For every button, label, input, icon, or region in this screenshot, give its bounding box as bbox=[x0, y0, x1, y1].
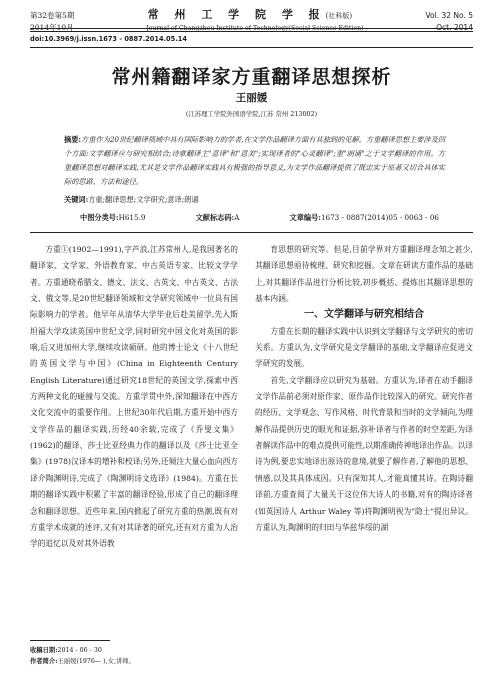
keywords bbox=[64, 195, 445, 205]
keywords-text: 方重;翻译思想;文学研究;意译;朗诵 bbox=[88, 195, 199, 204]
received-date: 收稿日期:2014 - 06 - 30 bbox=[30, 647, 102, 654]
keywords-label: 关键词: bbox=[64, 195, 89, 204]
section-heading: 一、文学翻译与研究相结合 bbox=[304, 309, 424, 321]
article-title: 常州籍翻译家方重翻译思想探析 bbox=[111, 66, 392, 88]
abstract-label: 摘要: bbox=[64, 135, 82, 144]
clc-number: 中图分类号:H615.9 bbox=[80, 213, 146, 222]
author-bio: 作者简介:王丽媛(1976— ),女,讲师。 bbox=[30, 658, 135, 665]
header-rule-thick bbox=[30, 28, 473, 29]
journal-name-cn: 常 州 工 学 院 学 报(社科版) bbox=[147, 8, 353, 21]
doi-rule bbox=[30, 47, 473, 48]
body-paragraph: 育思想的研究等。但是,目前学界对方重翻译理念知之甚少,其翻译思想亟待梳理、研究和挖掘。文章在研读方重作品的基础上,对其翻译作品进行分析比较,初步概括、提炼出其翻译思想的基本内涵。 bbox=[255, 245, 473, 304]
body-paragraph: 首先,文学翻译应以研究为基础。方重认为,译者在动手翻译文学作品前必须对原作家、原作品作比较深入的研究。研究作者的经历、文学观念、写作风格、时代背景和当时的文学倾向,为理解作品提供历史的眼光和证据,弥补译者与作者的时空差距,为译者解读作品中的难点提供可能性,以期准确传神地译出作品。以译诗为例,要忠实地译出原诗的意境,就要了解作者,了解他的思想、情感,以及其具体成因。只有深知其人,才能真懂其诗。在陶诗翻译前,方重查阅了大量关于这位伟大诗人的书籍,对有的陶诗译者(如英国诗人 Arthur Waley 等)将陶渊明视为"隐士"提出异议。方重认为,陶渊明的归田与华兹华绥的湖 bbox=[255, 375, 473, 532]
classification-line bbox=[80, 213, 439, 223]
body-paragraph: 方重在长期的翻译实践中认识到文学翻译与文学研究的密切关系。方重认为,文学研究是文学翻译的基础,文学翻译应促进文学研究的发展。 bbox=[255, 326, 473, 369]
article-number: 文章编号:1673 - 0887(2014)05 - 0063 - 06 bbox=[289, 213, 439, 222]
body-left-column bbox=[30, 242, 238, 553]
abstract bbox=[64, 133, 445, 189]
doi[interactable]: doi:10.3969/j.issn.1673 - 0887.2014.05.14 bbox=[30, 35, 187, 43]
footnote-rule bbox=[30, 640, 110, 641]
date-en: Oct. 2014 bbox=[436, 23, 473, 32]
document-code: 文献标志码:A bbox=[195, 213, 240, 222]
article-author: 王丽媛 bbox=[235, 92, 268, 104]
volume-issue-en: Vol. 32 No. 5 bbox=[425, 11, 473, 20]
body-paragraph: 方重①(1902—1991),字芦浪,江苏常州人,是我国著名的翻译家、文学家、外语教育家、中古英语专家、比较文学学者。方重通晓希腊文、德文、法文、古英文、中古英文、古法文、俄文等,是20世纪翻译领域和文学研究领域中一位具有国际影响力的学者。他早年从清华大学毕业后赴美留学,先入斯坦福大学攻读英国中世纪文学,同时研究中国文化对英国的影响,后又进加州大学,继续攻读硕研。他的博士论文《十八世纪的英国文学与中国》(China in Eighteenth Century English Literature)通过研究18世纪的英国文学,探索中西方两种文化的碰撞与交流。方重学贯中外,深知翻译在中西方文化交流中的重要作用。上世纪30年代后期,方重开始中西方文学作品的翻译实践,历经40余载,完成了《乔叟文集》(1962)的翻译、莎士比亚经典力作的翻译以及《莎士比亚全集》(1978)汉译本的增补和校译;另外,还倾注大量心血向西方译介陶渊明诗,完成了《陶渊明诗文选译》(1984)。方重在长期的翻译实践中积累了丰富的翻译经验,形成了自己的翻译理念和翻译思想。近些年来,国内掀起了研究方重的热潮,既有对方重学术成就的述评,又有对其译著的研究,还有对方重为人治学的追忆以及对其外语教 bbox=[30, 245, 238, 549]
date-cn: 2014年10月 bbox=[30, 23, 74, 32]
author-affiliation: (江苏理工学院外国语学院,江苏 常州 213002) bbox=[185, 110, 318, 118]
volume-issue-cn: 第32卷第5期 bbox=[30, 11, 75, 20]
body-right-column bbox=[255, 242, 473, 536]
journal-name-en: Journal of Changzhou Institute of Technology(Social Science Edition) bbox=[146, 25, 364, 32]
abstract-text: 方重作为20世纪翻译领域中具有国际影响力的学者,在文学作品翻译方面有其独到的见解。方重翻译思想主要涉及四个方面:文学翻译应与研究相结合;诗歌翻译主"意译"和"意美";实现译者的"心灵翻译";重"朗诵"之于文学翻译的作用。方重翻译思想对翻译实践,尤其是文学作品翻译实践具有极强的指导意义,为文学作品翻译提供了既忠实于原著又切合具体实际的思路、方法和途径。 bbox=[64, 135, 446, 186]
header-rule-thin bbox=[30, 31, 473, 32]
classification-rule bbox=[30, 232, 473, 233]
